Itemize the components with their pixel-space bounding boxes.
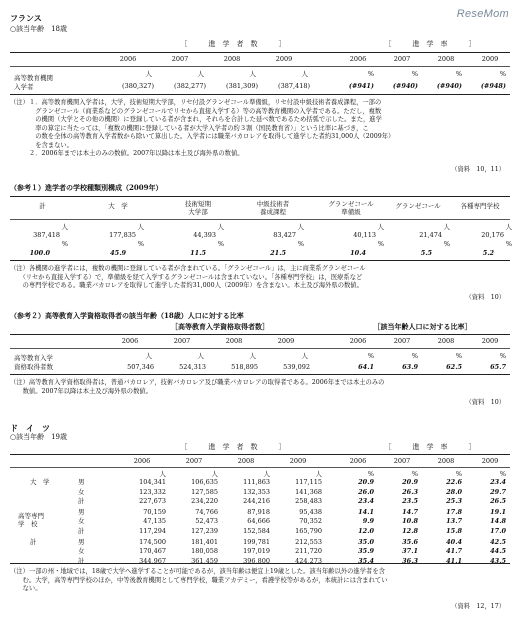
unit-person: 人 <box>145 352 152 360</box>
unit-pct: % <box>61 240 68 248</box>
ref1-count: 40,113 <box>353 231 376 239</box>
germany-count-cell: 132,353 <box>243 487 270 496</box>
germany-count-cell: 141,368 <box>295 487 322 496</box>
france-enrolled-value: (387,418) <box>278 82 310 90</box>
ref2-row-label: 資格取得者数 <box>14 363 53 371</box>
ref2-row-label: 高等教育入学 <box>14 354 53 362</box>
unit-pct: % <box>455 70 462 78</box>
germany-rate-cell: 14.8 <box>490 517 506 526</box>
germany-sex-label: 女 <box>78 487 85 496</box>
germany-rate-cell: 17.8 <box>446 507 462 516</box>
ref2-year: 2006 <box>121 337 139 345</box>
unit-person: 人 <box>301 70 308 78</box>
unit-pct: % <box>499 70 506 78</box>
germany-head-rate: ［ 進 学 率 ］ <box>384 443 476 451</box>
germany-count-cell: 106,635 <box>191 478 218 486</box>
france-row-label: 入学者 <box>14 83 34 91</box>
ref2-count: 507,346 <box>127 363 154 371</box>
ref1-pct: 100.0 <box>29 249 50 257</box>
germany-year: 2006 <box>133 457 151 465</box>
france-year: 2009 <box>481 55 499 63</box>
germany-group-label: 計 <box>30 537 37 546</box>
germany-count-cell: 117,115 <box>295 478 322 486</box>
france-enrolled-value: (381,309) <box>226 82 258 90</box>
germany-rate-cell: 23.5 <box>402 497 418 506</box>
ref2-ratio: 65.7 <box>490 363 506 371</box>
unit-person: 人 <box>443 223 450 231</box>
france-year: 2009 <box>275 55 293 63</box>
france-source: （資料 10，11） <box>451 166 505 173</box>
france-year: 2006 <box>119 55 137 63</box>
germany-count-cell: 180,058 <box>191 547 218 556</box>
germany-count-cell: 95,438 <box>299 507 322 516</box>
germany-count-cell: 199,781 <box>243 537 270 546</box>
germany-rate-cell: 12.0 <box>358 527 374 535</box>
germany-year: 2007 <box>393 457 411 465</box>
germany-rate-cell: 17.0 <box>490 527 506 535</box>
germany-rate-cell: 20.9 <box>402 478 418 486</box>
unit-pct: % <box>411 470 418 478</box>
germany-count-cell: 123,332 <box>139 487 166 496</box>
germany-count-cell: 212,553 <box>295 537 322 546</box>
ref2-year: 2008 <box>437 337 455 345</box>
ref1-pct: 11.5 <box>190 249 206 257</box>
ref2-year: 2006 <box>349 337 367 345</box>
germany-count-cell: 244,216 <box>243 497 270 506</box>
germany-count-cell: 211,720 <box>295 547 322 556</box>
germany-count-cell: 396,800 <box>243 556 270 565</box>
france-year: 2007 <box>171 55 189 63</box>
germany-year: 2007 <box>185 457 203 465</box>
france-year: 2008 <box>223 55 241 63</box>
germany-rate-cell: 37.1 <box>402 547 418 556</box>
germany-count-cell: 258,483 <box>295 497 322 506</box>
unit-pct: % <box>377 240 384 248</box>
germany-title: ド イ ツ <box>10 423 50 433</box>
germany-count-cell: 197,019 <box>243 547 270 556</box>
ref1-title: （参考１）進学者の学校種類別構成（2009年） <box>10 183 163 192</box>
ref1-count: 83,427 <box>273 231 296 239</box>
france-title: フランス <box>10 13 42 23</box>
germany-sex-label: 計 <box>78 527 85 535</box>
germany-rate-cell: 20.9 <box>358 478 374 486</box>
ref1-source: （資料 10） <box>465 294 505 301</box>
germany-count-cell: 127,585 <box>191 487 218 496</box>
france-year: 2008 <box>437 55 455 63</box>
ref2-title: （参考２）高等教育入学資格取得者の該当年齢（18歳）人口に対する比率 <box>10 311 244 320</box>
germany-count-cell: 165,790 <box>295 527 322 535</box>
germany-count-cell: 117,294 <box>139 527 166 535</box>
germany-count-cell: 152,584 <box>243 527 270 535</box>
germany-source: （資料 12，17） <box>451 603 505 610</box>
unit-person: 人 <box>249 352 256 360</box>
unit-pct: % <box>455 352 462 360</box>
germany-year: 2006 <box>349 457 367 465</box>
germany-sex-label: 男 <box>78 507 85 516</box>
unit-person: 人 <box>297 223 304 231</box>
unit-pct: % <box>297 240 304 248</box>
unit-person: 人 <box>263 470 270 478</box>
ref2-year: 2007 <box>173 337 191 345</box>
unit-pct: % <box>499 352 506 360</box>
germany-count-cell: 174,500 <box>139 537 166 546</box>
germany-sex-label: 女 <box>78 517 85 526</box>
ref2-ratio: 62.5 <box>446 363 462 371</box>
germany-rate-cell: 14.7 <box>402 507 418 516</box>
ref1-col-header: 中級技術者 養成課程 <box>256 200 290 217</box>
ref1-col-header: 計 <box>39 202 46 210</box>
germany-count-cell: 87,918 <box>247 507 270 516</box>
ref1-count: 20,176 <box>481 231 504 239</box>
germany-rate-cell: 44.5 <box>490 547 506 556</box>
germany-count-cell: 181,401 <box>191 537 218 546</box>
germany-rate-cell: 26.3 <box>402 487 418 496</box>
germany-count-cell: 74,766 <box>195 507 218 516</box>
france-head-enrolled: ［ 進 学 者 数 ］ <box>180 40 286 48</box>
ref2-notes: （注）高等教育入学資格取得者は，普通バカロレア，技術バカロレア及び職業バカロレアの取得者である。2006年までは本土のみの 数値。2007年以降は本土及び海外県の数値。 <box>10 379 385 395</box>
unit-pct: % <box>367 470 374 478</box>
germany-rate-cell: 40.4 <box>446 537 462 546</box>
france-rate-value: (#941) <box>348 82 374 90</box>
unit-person: 人 <box>137 223 144 231</box>
unit-person: 人 <box>301 352 308 360</box>
france-head-rate: ［ 進 学 率 ］ <box>384 40 476 48</box>
unit-person: 人 <box>159 470 166 478</box>
germany-rate-cell: 9.9 <box>362 517 374 526</box>
ref1-count: 387,418 <box>33 231 60 239</box>
france-row-label: 高等教育機関 <box>14 74 53 82</box>
germany-rate-cell: 10.8 <box>402 517 418 526</box>
ref2-count: 539,092 <box>283 363 310 371</box>
germany-rate-cell: 43.5 <box>490 556 506 565</box>
germany-rate-cell: 12.8 <box>402 527 418 535</box>
germany-rate-cell: 42.5 <box>490 537 506 546</box>
germany-sex-label: 男 <box>78 537 85 546</box>
germany-rate-cell: 15.8 <box>446 527 462 535</box>
ref1-pct: 5.5 <box>420 249 432 257</box>
ref2-ratio: 64.1 <box>358 363 374 371</box>
ref2-year: 2008 <box>225 337 243 345</box>
ref1-pct: 45.9 <box>110 249 126 257</box>
germany-rate-cell: 41.1 <box>446 556 462 565</box>
germany-count-cell: 170,467 <box>139 547 166 556</box>
ref1-col-header: グランゼコール 準備級 <box>328 200 374 217</box>
germany-count-cell: 234,220 <box>191 497 218 506</box>
unit-pct: % <box>367 70 374 78</box>
france-rate-value: (#940) <box>436 82 462 90</box>
france-notes: （注）１．高等教育機関入学者は，大学，技術短期大学部，リセ付設グランゼコール準備級，リセ付設中級技術者養成課程，一部の グランゼコール（商業系などのグランゼコールでリセから直接入学する）等の高等教育機関の入学者である。ただし，複数 の機関（大学とその他の機関）に登録している者が含まれ，それらを合計した延べ数であるため括弧で示した。また，進学 率の算定に当たっては，「複数の機関に登録している者が大学入学者の約３割（国民教育省）」という比率に基づき，こ の数を全体の高等教育入学者数から除いて算出した。入学者には職業バカロレアを取得して進学した者約31,000人（2009年） を含まない。 ２．2006年までは本土のみの数値。2007年以降は本土及び海外県の数値。 <box>10 99 395 157</box>
germany-rate-cell: 29.7 <box>490 487 506 496</box>
ref1-count: 177,835 <box>109 231 136 239</box>
germany-count-cell: 47,135 <box>143 517 166 526</box>
germany-sex-label: 計 <box>78 556 85 565</box>
germany-sex-label: 女 <box>78 547 85 556</box>
germany-rate-cell: 22.6 <box>446 478 462 486</box>
germany-year: 2009 <box>481 457 499 465</box>
unit-person: 人 <box>315 470 322 478</box>
germany-count-cell: 64,666 <box>247 517 270 526</box>
germany-count-cell: 104,341 <box>139 478 166 486</box>
germany-count-cell: 227,673 <box>139 497 166 506</box>
germany-sex-label: 計 <box>78 497 85 506</box>
germany-year: 2008 <box>237 457 255 465</box>
germany-rate-cell: 36.3 <box>402 556 418 565</box>
ref2-head-holders: ［高等教育入学資格取得者数］ <box>171 322 269 331</box>
ref1-col-header: 大 学 <box>108 202 128 210</box>
ref2-count: 524,313 <box>179 363 206 371</box>
germany-rate-cell: 28.0 <box>446 487 462 496</box>
germany-rate-cell: 26.5 <box>490 497 506 506</box>
ref1-count: 44,393 <box>193 231 216 239</box>
ref2-count: 518,895 <box>231 363 258 371</box>
germany-rate-cell: 13.7 <box>446 517 462 526</box>
germany-rate-cell: 35.4 <box>358 556 374 565</box>
germany-group-label: 大 学 <box>30 478 50 486</box>
unit-person: 人 <box>249 70 256 78</box>
ref1-pct: 10.4 <box>350 249 366 257</box>
germany-head-enrolled: ［ 進 学 者 数 ］ <box>180 443 286 451</box>
france-rate-value: (#948) <box>480 82 506 90</box>
unit-person: 人 <box>377 223 384 231</box>
germany-count-cell: 70,352 <box>299 517 322 526</box>
france-enrolled-value: (382,277) <box>174 82 206 90</box>
france-rate-value: (#940) <box>392 82 418 90</box>
ref2-year: 2009 <box>481 337 499 345</box>
ref1-col-header: 各種専門学校 <box>460 202 500 210</box>
unit-person: 人 <box>197 352 204 360</box>
germany-count-cell: 127,239 <box>191 527 218 535</box>
germany-rate-cell: 35.0 <box>358 537 374 546</box>
unit-pct: % <box>499 470 506 478</box>
france-enrolled-value: (380,327) <box>122 82 154 90</box>
germany-sex-label: 男 <box>78 478 85 486</box>
unit-person: 人 <box>505 223 512 231</box>
unit-pct: % <box>411 352 418 360</box>
ref1-pct: 21.5 <box>270 249 286 257</box>
ref1-notes: （注）各機関の進学者には，複数の機関に登録している者が含まれている。「グランゼコール」は，主に商業系グランゼコール （リセから直接入学する）で，準備級を経て入学するグランゼコールは含まれていない。「各種専門学校」は，医療系など の専門学校である。職業バカロレアを取得して進学した者約31,000人（2009年）を含まない。本土及び海外県の数値。 <box>10 265 366 289</box>
ref1-col-header: グランゼコール <box>395 202 441 210</box>
germany-rate-cell: 41.7 <box>446 547 462 556</box>
france-year: 2007 <box>393 55 411 63</box>
unit-pct: % <box>505 240 512 248</box>
germany-rate-cell: 23.4 <box>490 478 506 486</box>
ref2-ratio: 63.9 <box>402 363 418 371</box>
germany-rate-cell: 14.1 <box>358 507 374 516</box>
unit-person: 人 <box>217 223 224 231</box>
unit-person: 人 <box>197 70 204 78</box>
unit-pct: % <box>455 470 462 478</box>
ref1-col-header: 技術短期 大学部 <box>185 200 211 217</box>
germany-count-cell: 52,473 <box>195 517 218 526</box>
germany-count-cell: 111,863 <box>243 478 270 486</box>
germany-rate-cell: 23.4 <box>358 497 374 506</box>
ref1-pct: 5.2 <box>482 249 494 257</box>
france-year: 2006 <box>349 55 367 63</box>
unit-pct: % <box>411 70 418 78</box>
germany-year: 2009 <box>289 457 307 465</box>
germany-count-cell: 361,459 <box>191 556 218 565</box>
germany-group-label: 高等専門 学 校 <box>18 511 44 529</box>
germany-count-cell: 344,967 <box>139 556 166 565</box>
ref2-head-ratio: ［該当年齢人口に対する比率］ <box>373 322 472 331</box>
ref1-count: 21,474 <box>419 231 442 239</box>
germany-rate-cell: 35.6 <box>402 537 418 546</box>
unit-pct: % <box>367 352 374 360</box>
unit-person: 人 <box>211 470 218 478</box>
ref2-source: （資料 10） <box>465 399 505 406</box>
unit-person: 人 <box>145 70 152 78</box>
germany-year: 2008 <box>437 457 455 465</box>
resemom-watermark: ReseMom <box>456 8 509 20</box>
germany-rate-cell: 26.0 <box>358 487 374 496</box>
germany-rate-cell: 25.3 <box>446 497 462 506</box>
unit-person: 人 <box>61 223 68 231</box>
ref2-year: 2009 <box>277 337 295 345</box>
germany-count-cell: 424,273 <box>295 556 322 565</box>
france-age: ○該当年齢 18歳 <box>10 25 68 33</box>
ref2-year: 2007 <box>393 337 411 345</box>
unit-pct: % <box>137 240 144 248</box>
germany-count-cell: 70,159 <box>143 507 166 516</box>
unit-pct: % <box>443 240 450 248</box>
germany-rate-cell: 19.1 <box>490 507 506 516</box>
unit-pct: % <box>217 240 224 248</box>
germany-notes: （注）一部の州・地域では，18歳で大学へ進学することが可能であるが，該当年齢は便宜上19歳とした。該当年齢以外の進学者を含 む。大学，高等専門学校のほか，中等後教育機関として専門学校，職業アカデミー，看護学校等があるが，本統計には含まれてい ない。 <box>10 568 388 592</box>
germany-rate-cell: 35.9 <box>358 547 374 556</box>
germany-age: ○該当年齢 19歳 <box>10 433 68 441</box>
